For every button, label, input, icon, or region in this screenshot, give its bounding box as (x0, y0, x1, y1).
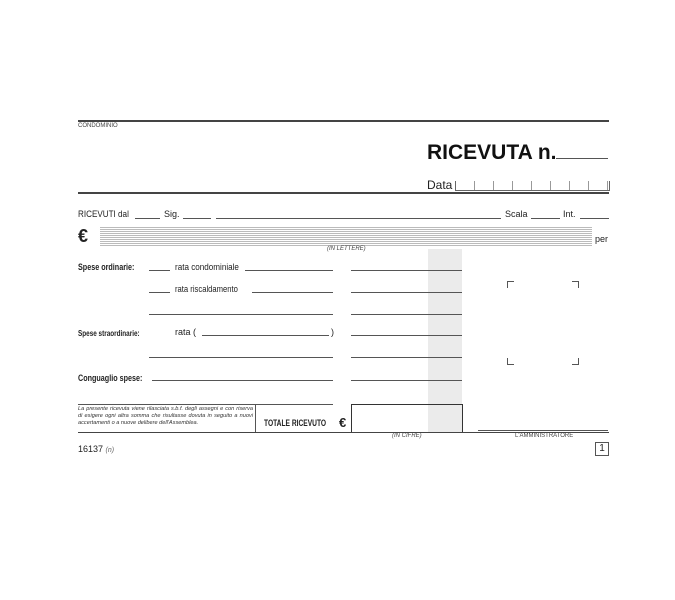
amount-row-4[interactable] (351, 335, 462, 336)
sig-title-field[interactable] (183, 218, 211, 219)
top-rule (78, 120, 609, 122)
ordinarie-field[interactable] (149, 270, 170, 271)
rata-riscaldamento-label: rata riscaldamento (175, 284, 238, 294)
amount-row-1[interactable] (351, 270, 462, 271)
ricevuti-label: RICEVUTI dal (78, 209, 129, 219)
form-code-number: 16137 (78, 444, 104, 454)
in-lettere-label: (IN LETTERE) (327, 246, 366, 252)
amount-row-6[interactable] (351, 380, 462, 381)
rata-straordinaria-field[interactable] (202, 335, 329, 336)
totale-label: TOTALE RICEVUTO (264, 418, 327, 429)
amministratore-label: L'AMMINISTRATORE (515, 433, 574, 439)
stamp-corner-tr (572, 281, 579, 288)
footer-top-rule (78, 404, 333, 405)
footer-divider (255, 404, 256, 432)
rata-condominiale-label: rata condominiale (175, 262, 239, 272)
amount-words-field[interactable] (100, 226, 592, 246)
totale-amount-field[interactable] (351, 404, 463, 433)
extra-straordinarie-field[interactable] (149, 357, 333, 358)
stamp-corner-br (572, 358, 579, 365)
page-number: 1 (595, 442, 609, 456)
receipt-number-field[interactable] (556, 158, 608, 159)
signature-field[interactable] (478, 430, 608, 431)
extra-ordinarie-field[interactable] (149, 314, 333, 315)
spese-straordinarie-label: Spese straordinarie: (78, 328, 140, 338)
rata-riscaldamento-field[interactable] (252, 292, 333, 293)
form-code (78, 444, 114, 454)
rata-open-label: rata ( (175, 327, 197, 337)
amount-row-2[interactable] (351, 292, 462, 293)
riscaldamento-prefix-field[interactable] (149, 292, 170, 293)
form-code-suffix: (n) (105, 447, 115, 454)
amount-row-3[interactable] (351, 314, 462, 315)
stamp-corner-bl (507, 358, 514, 365)
disclaimer-text: La presente ricevuta viene rilasciata s.b.f. degli assegni e con riserva di esigere ogni altra somma che risultasse dovuta in seguito a nuovi accertamenti o a nuove delibere dell'Assemblea. (78, 406, 253, 426)
per-label: per (595, 234, 609, 244)
scala-field[interactable] (531, 218, 560, 219)
int-label: Int. (563, 209, 576, 219)
date-field[interactable] (455, 181, 610, 191)
amount-row-5[interactable] (351, 357, 462, 358)
ricevuti-field[interactable] (135, 218, 160, 219)
in-cifre-label: (IN CIFRE) (392, 433, 422, 439)
spese-ordinarie-label: Spese ordinarie: (78, 262, 135, 272)
date-label: Data (427, 178, 453, 192)
int-field[interactable] (580, 218, 609, 219)
scala-label: Scala (505, 209, 528, 219)
sig-label: Sig. (164, 209, 180, 219)
conguaglio-field[interactable] (152, 380, 333, 381)
condominio-label: CONDOMINIO (78, 123, 118, 129)
stamp-corner-tl (507, 281, 514, 288)
euro-icon: € (78, 226, 89, 246)
header-rule (78, 192, 609, 194)
receipt-title: RICEVUTA n. (427, 141, 557, 164)
totale-euro-icon: € (339, 415, 347, 430)
conguaglio-label: Conguaglio spese: (78, 373, 143, 383)
rata-condominiale-field[interactable] (245, 270, 333, 271)
sig-name-field[interactable] (216, 218, 501, 219)
rata-close-label: ) (331, 327, 334, 337)
